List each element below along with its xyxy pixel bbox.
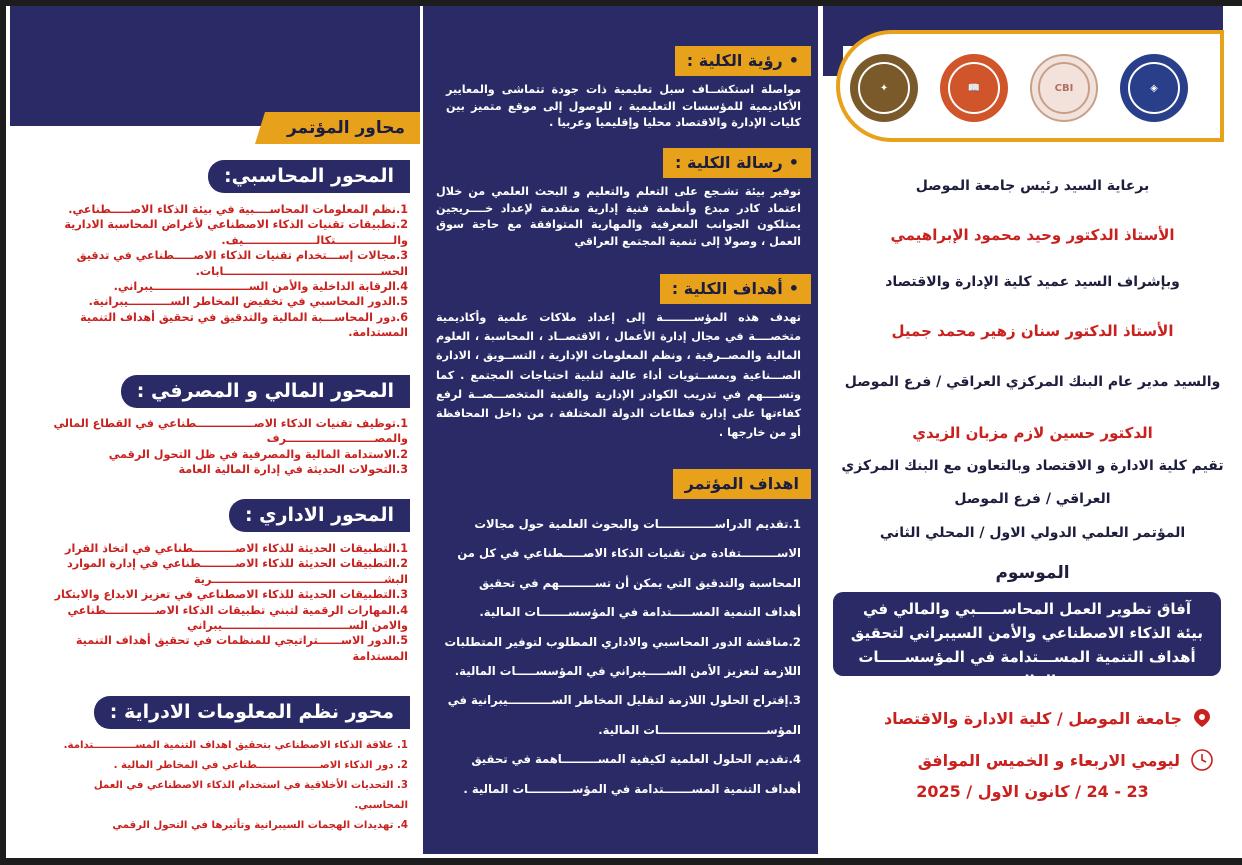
list-item: 4.المهارات الرقمية لتبني تطبيقات الذكاء الاصـــــــــــــطناعي والامن الســـــــــــــــــــــــــــــــــيبراني (67, 603, 408, 633)
list-item: 2.مناقشة الدور المحاسبي والاداري المطلوب لتوفير المتطلبات اللازمة لتعزيز الأمن الســـــيبراني في المؤسســـــات المالية. (444, 634, 801, 679)
season-label: الموسوم (995, 563, 1070, 583)
list-item: 2.التطبيقات الحديثة للذكاء الاصـــــــــطناعي في إدارة الموارد البشـــــــــــــــــــــــــــــــــــــــــــــرية (67, 557, 408, 586)
conf-goals-heading: اهداف المؤتمر (673, 469, 811, 499)
list-item: 1. علاقة الذكاء الاصطناعي بتحقيق اهداف التنمية المســــــــــــتدامة. (63, 740, 408, 751)
mis-axis-title: محور نظم المعلومات الادراية : (94, 696, 410, 729)
bullet-icon: • (788, 153, 799, 172)
college-logo (940, 54, 1008, 122)
list-item: 4. تهديدات الهجمات السيبرانية وتأثيرها في التحول الرقمي (112, 820, 408, 831)
list-item: 4.الرقابة الداخلية والأمن الســـــــــــــــــــــــــيبراني. (113, 280, 408, 294)
cbi-logo-label: CBI (1038, 62, 1090, 114)
accounting-axis-list (42, 202, 410, 341)
admin-axis-title: المحور الاداري : (229, 499, 410, 532)
list-item: 3. التحديات الأخلاقية في استخدام الذكاء الاصطناعي في العمل المحاسبي. (93, 780, 408, 811)
list-item: 1.نظم المعلومات المحاســــبية في بيئة الذكاء الاصـــــطناعي. (68, 203, 408, 216)
list-item: 6.دور المحاســـبة المالية والتدقيق في تحقيق أهداف التنمية المستدامة. (80, 310, 408, 340)
list-item: 3.مجالات إســـتخدام تقنيات الذكاء الاصـــــطناعي في تدقيق الحســـــــــــــــــــــــــــــــــــــــــابات. (76, 249, 408, 278)
faculty-seal-icon: ◈ (1128, 62, 1180, 114)
vision-heading (675, 46, 811, 76)
organizer-line-1: تقيم كلية الادارة و الاقتصاد وبالتعاون مع البنك المركزي (841, 458, 1224, 474)
date-text: 23 - 24 / كانون الاول / 2025 (916, 782, 1149, 801)
list-item: 2. دور الذكاء الاصــــــــــــــــــطناعي في المخاطر المالية . (113, 760, 408, 771)
list-item: 1.توظيف تقنيات الذكاء الاصـــــــــــــــطناعي في القطاع المالي والمصـــــــــــــــــــــــرف (53, 417, 408, 446)
vision-title: رؤية الكلية : (686, 51, 783, 70)
list-item: 1.تقديم الدراســــــــــــــات والبحوث العلمية حول مجالات الاســـــــــتفادة من تقنيات الذكاء الاصـــــطناعي في كل من المحاسبة والتدقيق التي يمكن أن تســـــــــهم في تحقيق أهداف التنمية المســـــتدامة في المؤسســـــــات المالية. (457, 517, 801, 620)
axes-header-band (10, 6, 420, 126)
location-text: جامعة الموصل / كلية الادارة والاقتصاد (883, 708, 1182, 728)
bullet-icon: • (788, 51, 799, 70)
axes-tab-title: محاور المؤتمر (265, 112, 420, 144)
frame-left-border (0, 0, 6, 865)
bank-name: الدكتور حسين لازم مزبان الزيدي (912, 424, 1153, 442)
logos-band (836, 30, 1224, 142)
conf-goals-list (441, 510, 801, 804)
university-logo (850, 54, 918, 122)
patron-name: الأستاذ الدكتور وحيد محمود الإبراهيمي (890, 226, 1175, 244)
finance-axis-title: المحور المالي و المصرفي : (121, 375, 410, 408)
mis-axis-list (42, 736, 410, 836)
days-text: ليومي الاربعاء و الخميس الموافق (917, 750, 1180, 770)
list-item: 4.تقديم الحلول العلمية لكيفية المســـــــــاهمة في تحقيق أهداف التنمية المســـــــتدامة في المؤســـــــــــات المالية . (463, 752, 801, 796)
bullet-icon: • (788, 279, 799, 298)
admin-axis-list (42, 541, 410, 664)
list-item: 5.الدور المحاسبي في تخفيض المخاطر الســـــــــــيبرانية. (88, 295, 408, 309)
book-icon: 📖 (948, 62, 1000, 114)
conference-line: المؤتمر العلمي الدولي الاول / المحلي الثاني (879, 525, 1186, 541)
goals-heading (660, 274, 811, 304)
accounting-axis-title: المحور المحاسبي: (208, 160, 410, 193)
supervisor-line: وبإشراف السيد عميد كلية الإدارة والاقتصاد (885, 274, 1180, 290)
list-item: 1.التطبيقات الحديثة للذكاء الاصـــــــــــطناعي في اتخاذ القرار (65, 542, 408, 555)
location-pin-icon (1192, 708, 1212, 728)
conference-axes-panel (10, 6, 420, 858)
bank-line: والسيد مدير عام البنك المركزي العراقي / فرع الموصل (844, 374, 1221, 390)
list-item: 2.تطبيقات تقنيات الذكاء الاصطناعي لأغراض المحاسبة الادارية والـــــــــــــــتكالـــــــــــــــــــيف. (64, 218, 408, 247)
days-row (918, 748, 1214, 772)
organizer-line-2: العراقي / فرع الموصل (954, 491, 1111, 507)
patron-line: برعاية السيد رئيس جامعة الموصل (915, 178, 1150, 194)
list-item: 3.إقتراح الحلول اللازمة لتقليل المخاطر الســـــــــــيبرانية في المؤســـــــــــــــــــــــــــات المالية. (447, 693, 801, 737)
faculty-logo (1120, 54, 1188, 122)
frame-bottom-border (0, 858, 1242, 865)
supervisor-name: الأستاذ الدكتور سنان زهير محمد جميل (891, 322, 1174, 340)
location-row (884, 708, 1212, 728)
mission-title: رسالة الكلية : (675, 153, 783, 172)
cover-panel (823, 6, 1242, 858)
university-seal-icon: ✦ (858, 62, 910, 114)
list-item: 3.التطبيقات الحديثة للذكاء الاصطناعي في تعزيز الابداع والابتكار (54, 588, 408, 602)
vision-text: مواصلة استكشــاف سبل تعليمية ذات جودة تتماشى والمعايير الأكاديمية للمؤسسات التعليمية ، للوصول إلى موقع متميز بين كليات الإدارة والاقتصاد محليا وإقليميا وعربيا . (446, 83, 801, 130)
mission-text: توفير بيئة تشـجع على التعلم والتعليم و البحث العلمي من خلال اعتماد كادر مبدع وأنظمة فنية إدارية متقدمة لإعداد خــــريجين يمتلكون الجوانب المعرفية والمهارية المتوافقة مع حاجة سوق العمل ، وصولا إلى تنمية المجتمع العراقي (436, 185, 801, 248)
goals-title: أهداف الكلية : (671, 279, 783, 298)
clock-icon (1190, 748, 1214, 772)
finance-axis-list (42, 416, 410, 478)
mission-heading (663, 148, 811, 178)
list-item: 2.الاستدامة المالية والمصرفية في ظل التحول الرقمي (108, 447, 408, 461)
conference-theme-box: آفاق تطوير العمل المحاســـــبي والمالي في بيئة الذكاء الاصطناعي والأمن السيبراني لتحقيق أهداف التنمية المســـتدامة في المؤسســـــات المالية . (833, 592, 1221, 676)
list-item: 3.التحولات الحديثة في إدارة المالية العامة (178, 463, 408, 477)
college-info-panel (423, 6, 823, 858)
cbi-logo (1030, 54, 1098, 122)
goals-text: تهدف هذه المؤســــــــة إلى إعداد ملاكات علمية وأكاديمية متخصــــة في مجال إدارة الأعمال ، الاقتصــاد ، المحاسبة ، العلوم المالية والمصــرفية ، ونظم المعلومات الإدارية ، التســويق ، الادارة الصـــناعية وبمســتويات أداء عالية لتلبية احتياجات المجتمع . كما وتســــهم في تدريب الكوادر الإدارية والفنية المتخصـــصــة لرفع كفاءتها على إدارة قطاعات الدولة المختلفة ، من داخل المحافظة أو من خارجها . (436, 311, 801, 440)
list-item: 5.الدور الاســــــتراتيجي للمنظمات في تحقيق أهداف التنمية المستدامة (75, 634, 408, 663)
